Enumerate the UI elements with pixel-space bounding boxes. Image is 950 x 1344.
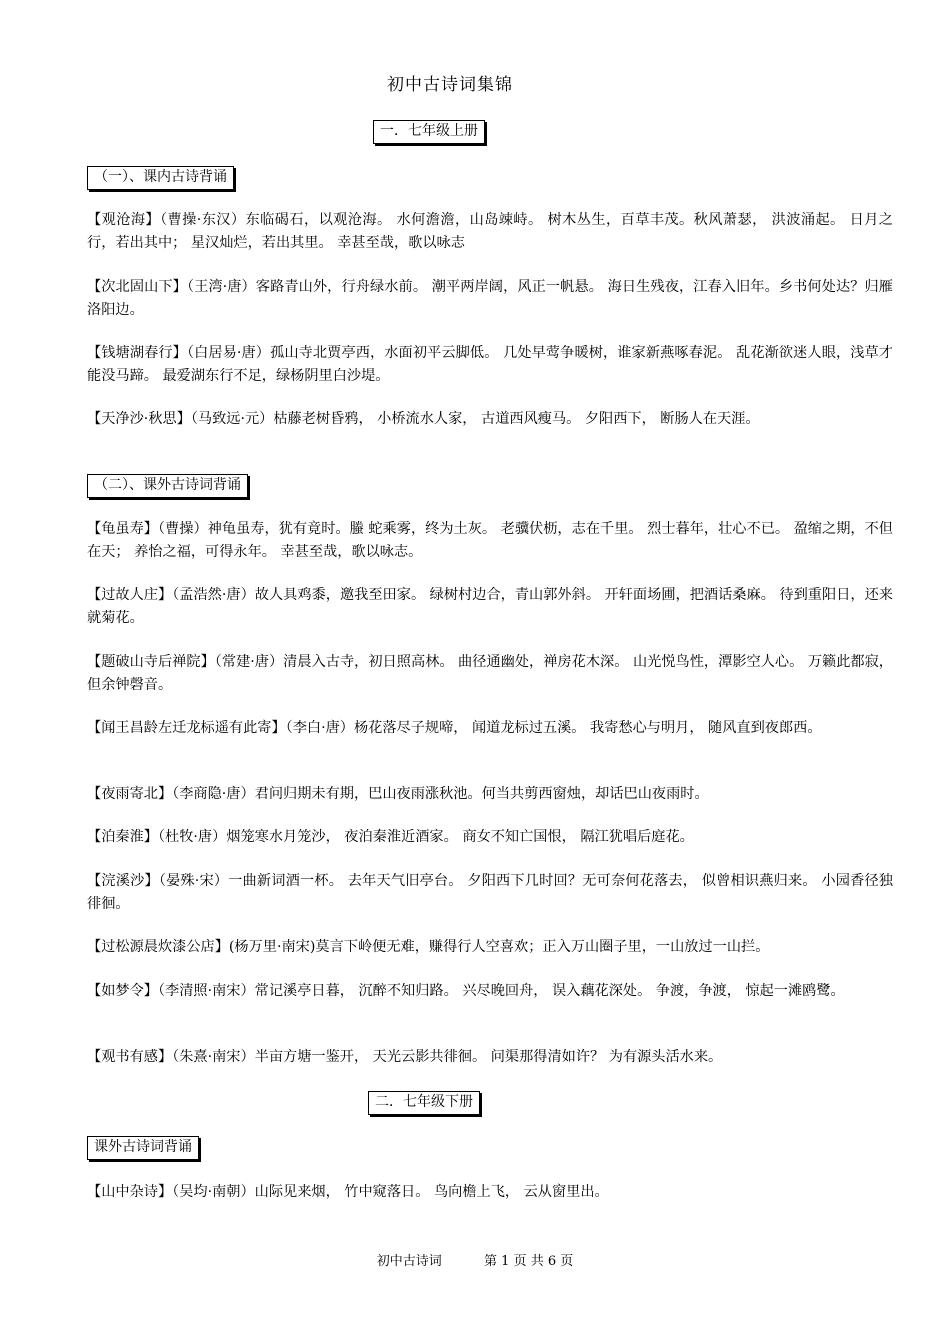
poem-title: 【夜雨寄北】 [87,786,173,802]
poem-text: （杜牧·唐）烟笼寒水月笼沙， 夜泊秦淮近酒家。 商女不知亡国恨， 隔江犹唱后庭花。 [157,829,694,845]
poem-entry [87,936,893,959]
poem-text: （常建·唐）清晨入古寺，初日照高林。 曲径通幽处，禅房花木深。 山光悦鸟性，潭影空人心。 万籁此都寂，但余钟磬音。 [87,654,893,693]
poem-text: （李商隐·唐）君问归期未有期，巴山夜雨涨秋池。何当共剪西窗烛，却话巴山夜雨时。 [172,786,709,802]
poem-text: （李白·唐）杨花落尽子规啼， 闻道龙标过五溪。 我寄愁心与明月， 随风直到夜郎西。 [285,720,822,736]
poem-title: 【龟虽寿】 [87,521,158,537]
subsection-heading: 课外古诗词背诵 [87,1136,199,1160]
poem-entry [87,408,893,431]
poem-title: 【观书有感】 [87,1049,173,1065]
poem-title: 【闻王昌龄左迁龙标遥有此寄】 [87,720,286,736]
poem-text: （晏殊·宋）一曲新词酒一杯。 去年天气旧亭台。 夕阳西下几时回？无可奈何花落去， 似曾相识燕归来。 小园香径独徘徊。 [87,873,893,912]
poem-entry [87,1181,893,1204]
poem-entry [87,717,893,740]
poem-entry [87,584,893,630]
poem-text: （白居易·唐）孤山寺北贾亭西，水面初平云脚低。 几处早莺争暖树，谁家新燕啄春泥。 乱花渐欲迷人眼，浅草才能没马蹄。 最爱湖东行不足，绿杨阴里白沙堤。 [87,345,893,384]
poem-entry [87,651,893,697]
section-heading: 一．七年级上册 [373,120,485,144]
poem-entry [87,870,893,916]
poem-title: 【钱塘湖春行】 [87,345,187,361]
document-title: 初中古诗词集锦 [387,75,513,95]
page-number: 第 1 页 共 6 页 [484,1254,574,1269]
poem-entry [87,1046,893,1069]
poem-entry [87,342,893,388]
poem-text: （马致远·元）枯藤老树昏鸦， 小桥流水人家， 古道西风瘦马。 夕阳西下， 断肠人在天涯。 [190,411,760,427]
poem-text: （曹操·东汉）东临碣石，以观沧海。 水何澹澹，山岛竦峙。 树木丛生，百草丰茂。秋风萧瑟， 洪波涌起。 日月之行，若出其中； 星汉灿烂，若出其里。 幸甚至哉，歌以咏志 [87,212,893,251]
poem-entry [87,980,893,1003]
poem-title: 【山中杂诗】 [87,1184,173,1200]
poem-entry [87,783,893,806]
page-footer [0,1250,950,1269]
poem-title: 【浣溪沙】 [87,873,159,889]
poem-text: (杨万里·南宋)莫言下岭便无难，赚得行人空喜欢；正入万山圈子里，一山放过一山拦。 [228,939,770,955]
poem-entry [87,209,893,255]
poem-title: 【次北固山下】 [87,279,187,295]
poem-text: （朱熹·南宋）半亩方塘一鉴开， 天光云影共徘徊。 问渠那得清如许？ 为有源头活水来。 [172,1049,723,1065]
poem-entry [87,276,893,322]
poem-title: 【如梦令】 [87,983,158,999]
poem-text: （王湾·唐）客路青山外，行舟绿水前。 潮平两岸阔，风正一帆悬。 海日生残夜，江春入旧年。乡书何处达？归雁洛阳边。 [87,279,893,318]
poem-title: 【过故人庄】 [87,587,173,603]
poem-entry [87,826,893,849]
poem-text: （孟浩然·唐）故人具鸡黍，邀我至田家。 绿树村边合，青山郭外斜。 开轩面场圃，把酒话桑麻。 待到重阳日，还来就菊花。 [87,587,893,626]
poem-text: （曹操）神龟虽寿，犹有竟时。螣 蛇乘雾，终为土灰。 老骥伏枥，志在千里。 烈士暮年，壮心不已。 盈缩之期，不但在天； 养怡之福，可得永年。 幸甚至哉，歌以咏志。 [87,521,893,560]
poem-title: 【泊秦淮】 [87,829,158,845]
poem-text: （李清照·南宋）常记溪亭日暮， 沉醉不知归路。 兴尽晚回舟， 误入藕花深处。 争渡，争渡， 惊起一滩鸥鹭。 [157,983,845,999]
poem-title: 【天净沙·秋思】 [87,411,191,427]
poem-entry [87,518,893,564]
poem-title: 【观沧海】 [87,212,161,228]
subsection-heading: （二）、课外古诗词背诵 [87,474,248,498]
poem-title: 【过松源晨炊漆公店】 [87,939,229,955]
footer-label: 初中古诗词 [376,1254,442,1269]
subsection-heading: （一）、课内古诗背诵 [87,166,234,190]
poem-text: （吴均·南朝）山际见来烟， 竹中窥落日。 鸟向檐上飞， 云从窗里出。 [172,1184,609,1200]
section-heading: 二．七年级下册 [368,1091,480,1115]
poem-title: 【题破山寺后禅院】 [87,654,215,670]
